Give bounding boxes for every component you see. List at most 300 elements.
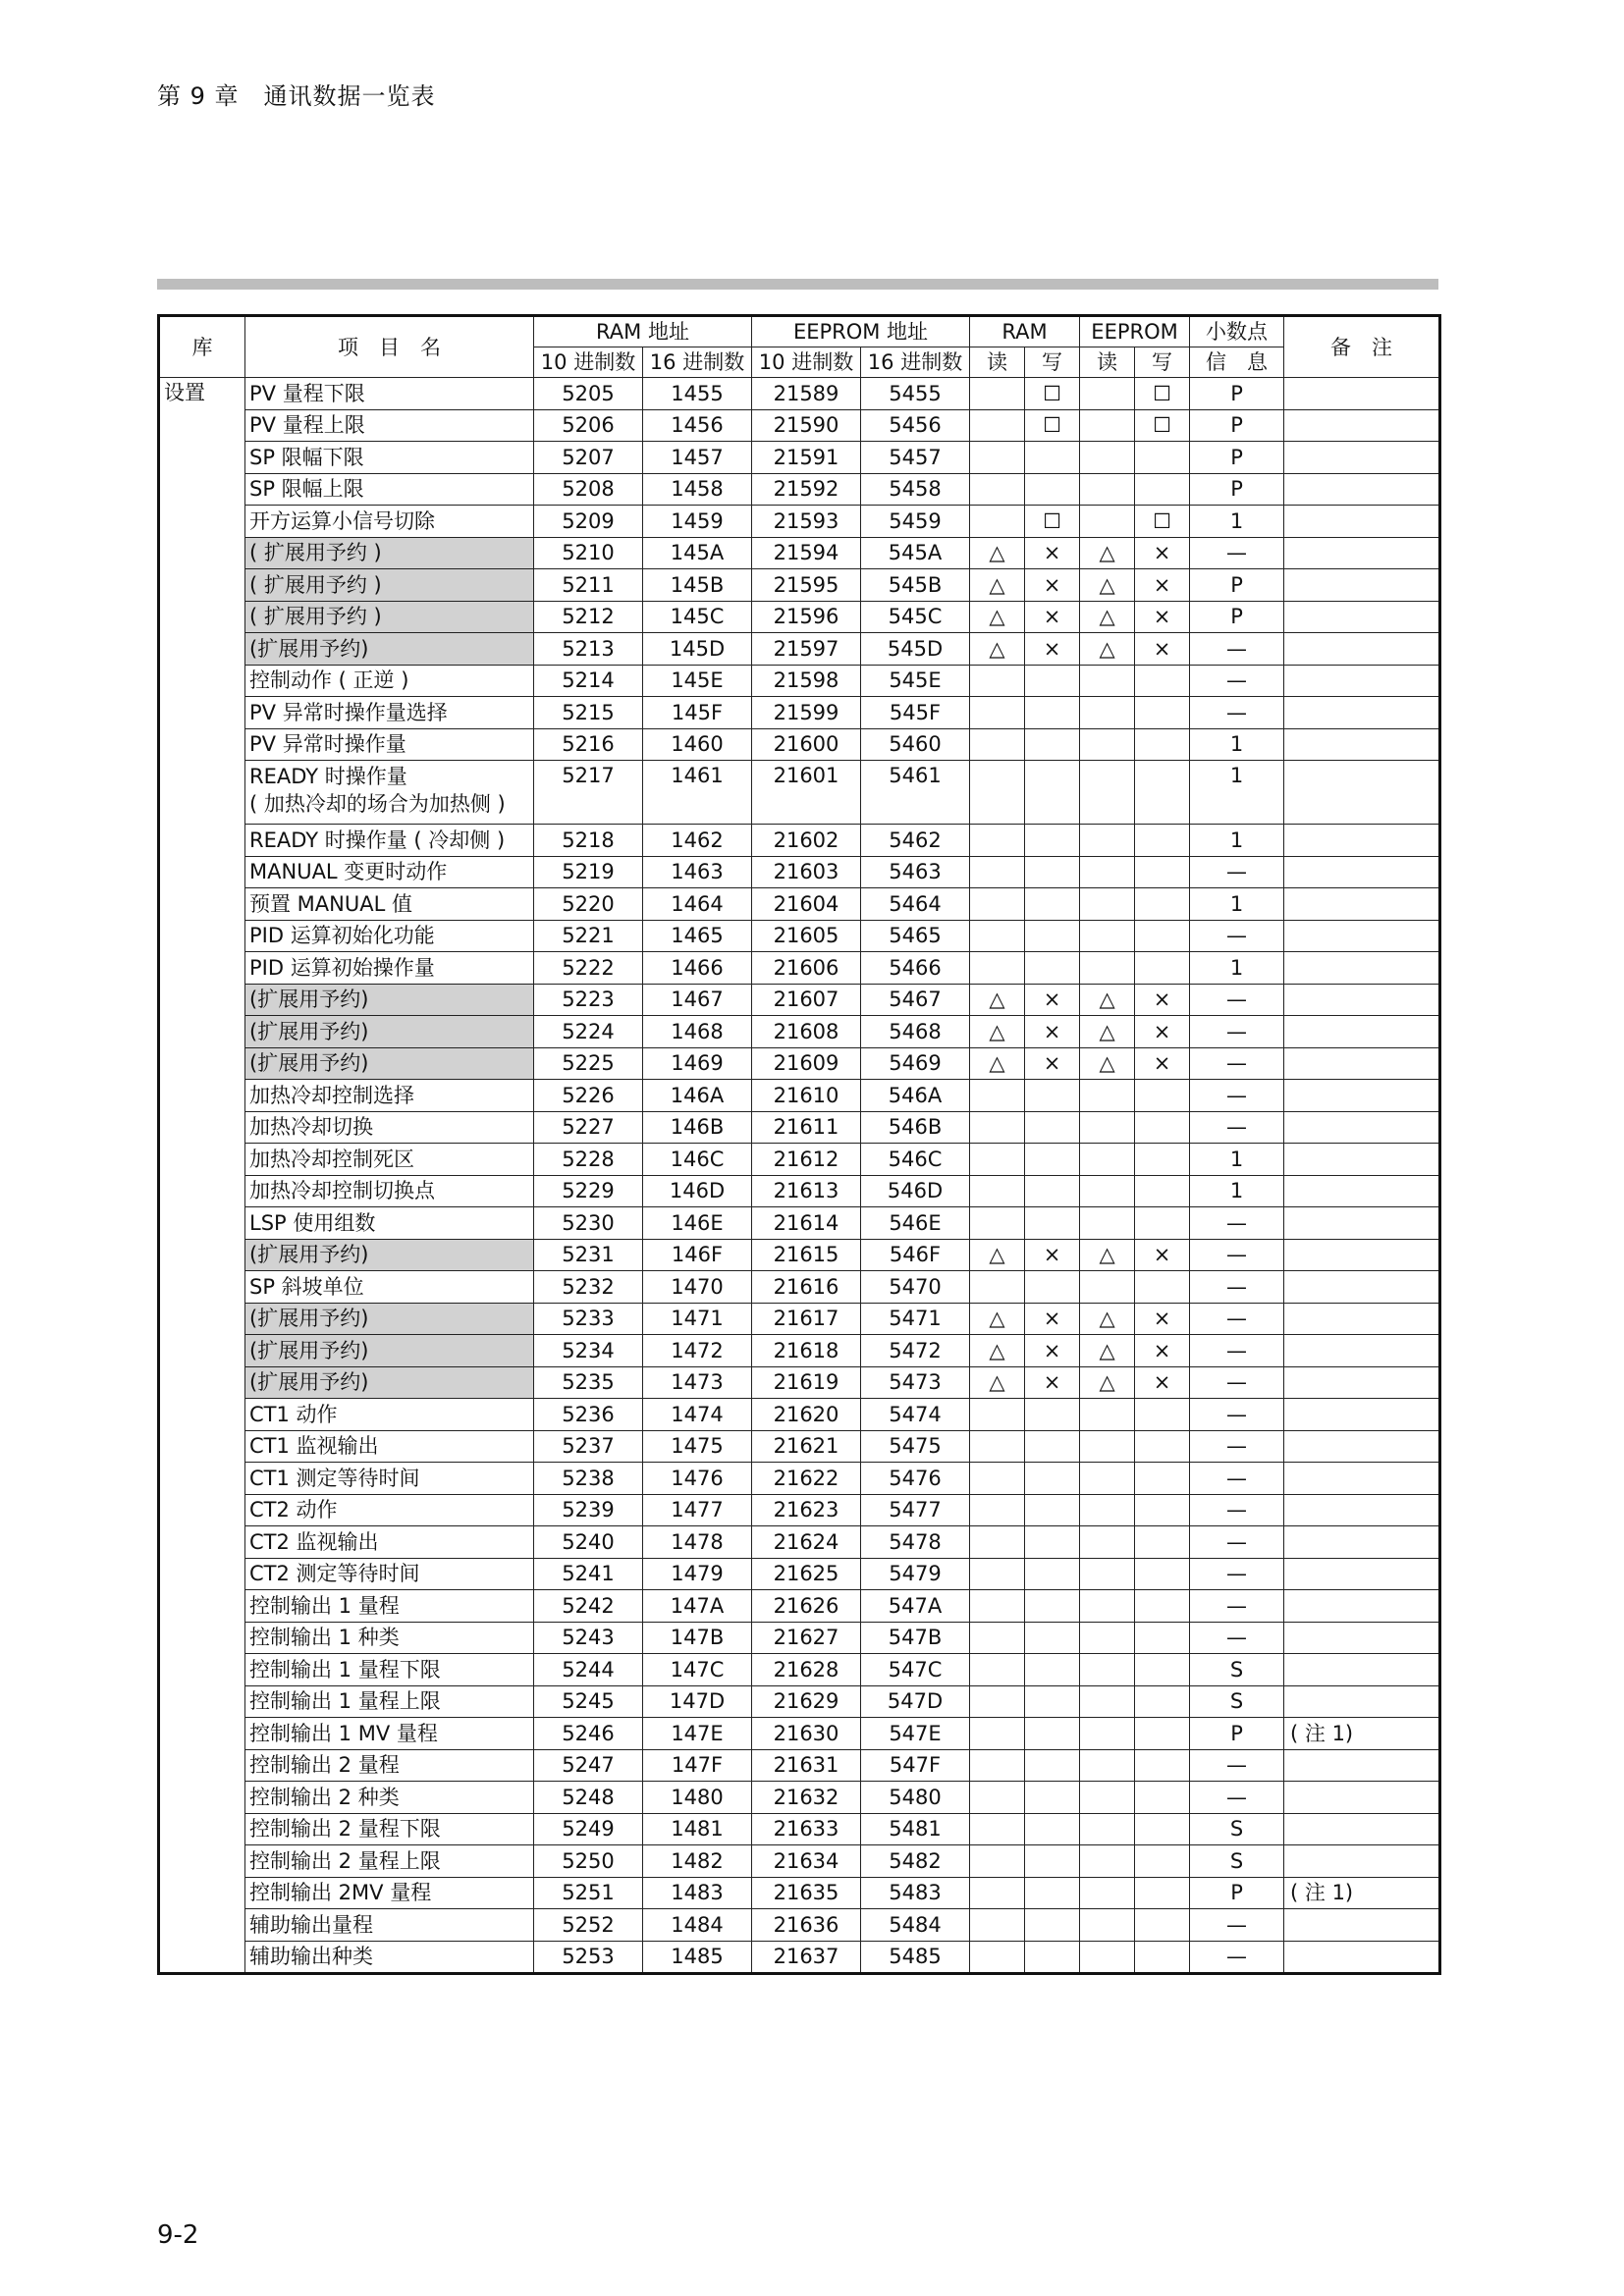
item-name-cell: 加热冷却控制选择: [245, 1080, 534, 1112]
ram-write-cell: [1025, 1526, 1080, 1559]
ram-read-cell: [970, 1558, 1025, 1590]
eep-write-cell: ×: [1135, 633, 1190, 666]
eep-write-cell: [1135, 1271, 1190, 1304]
ram-write-cell: ☐: [1025, 506, 1080, 538]
ram-write-cell: ×: [1025, 633, 1080, 666]
ram-write-cell: ×: [1025, 1303, 1080, 1335]
ram-dec-cell: 5214: [534, 665, 643, 697]
remarks-cell: [1284, 1303, 1440, 1335]
col-ram-hex-header: 16 进制数: [643, 347, 752, 378]
ram-write-cell: [1025, 1718, 1080, 1750]
ram-dec-cell: 5223: [534, 984, 643, 1016]
ram-write-cell: [1025, 1941, 1080, 1974]
item-name-cell: READY 时操作量 ( 冷却侧 ): [245, 825, 534, 857]
eep-dec-cell: 21614: [752, 1207, 861, 1240]
eep-write-cell: [1135, 1749, 1190, 1782]
ram-hex-cell: 145E: [643, 665, 752, 697]
eep-write-cell: ☐: [1135, 506, 1190, 538]
ram-dec-cell: 5221: [534, 920, 643, 952]
ram-read-cell: △: [970, 537, 1025, 569]
remarks-cell: [1284, 1782, 1440, 1814]
ram-write-cell: [1025, 697, 1080, 729]
ram-dec-cell: 5241: [534, 1558, 643, 1590]
eep-hex-cell: 5476: [861, 1463, 970, 1495]
eep-write-cell: [1135, 1111, 1190, 1144]
ram-dec-cell: 5243: [534, 1622, 643, 1654]
ram-hex-cell: 1482: [643, 1845, 752, 1878]
ram-hex-cell: 1458: [643, 473, 752, 506]
ram-write-cell: [1025, 856, 1080, 888]
eep-hex-cell: 545B: [861, 569, 970, 602]
eep-read-cell: [1080, 409, 1135, 442]
eep-read-cell: [1080, 1749, 1135, 1782]
ram-write-cell: [1025, 1144, 1080, 1176]
ram-read-cell: [970, 761, 1025, 825]
ram-read-cell: [970, 952, 1025, 985]
table-row: [159, 1239, 1440, 1271]
decimal-point-cell: —: [1190, 633, 1284, 666]
eep-read-cell: [1080, 1207, 1135, 1240]
eep-hex-cell: 5480: [861, 1782, 970, 1814]
eep-dec-cell: 21617: [752, 1303, 861, 1335]
ram-write-cell: ×: [1025, 601, 1080, 633]
table-row: [159, 1335, 1440, 1367]
item-name-cell: 预置 MANUAL 值: [245, 888, 534, 921]
item-name-cell: 控制动作 ( 正逆 ): [245, 665, 534, 697]
ram-write-cell: [1025, 825, 1080, 857]
eep-write-cell: [1135, 665, 1190, 697]
decimal-point-cell: —: [1190, 1622, 1284, 1654]
table-row: [159, 1303, 1440, 1335]
eep-dec-cell: 21604: [752, 888, 861, 921]
ram-dec-cell: 5240: [534, 1526, 643, 1559]
item-name-cell: CT1 测定等待时间: [245, 1463, 534, 1495]
header-row-1: [159, 316, 1440, 347]
eep-write-cell: [1135, 697, 1190, 729]
library-cell: 设置: [159, 378, 245, 1974]
table-body: [159, 378, 1440, 1974]
eep-read-cell: △: [1080, 1366, 1135, 1399]
ram-dec-cell: 5246: [534, 1718, 643, 1750]
remarks-cell: [1284, 1526, 1440, 1559]
ram-hex-cell: 145A: [643, 537, 752, 569]
table-row: [159, 1685, 1440, 1718]
ram-read-cell: [970, 1782, 1025, 1814]
table-row: [159, 697, 1440, 729]
eep-read-cell: [1080, 1877, 1135, 1909]
item-name-cell: SP 限幅下限: [245, 442, 534, 474]
eep-write-cell: [1135, 952, 1190, 985]
eep-write-cell: [1135, 1558, 1190, 1590]
ram-hex-cell: 146A: [643, 1080, 752, 1112]
eep-read-cell: [1080, 473, 1135, 506]
table-row: [159, 1047, 1440, 1080]
item-name-cell: CT2 动作: [245, 1494, 534, 1526]
data-table-container: [157, 314, 1438, 1975]
eep-write-cell: [1135, 1685, 1190, 1718]
eep-read-cell: △: [1080, 1047, 1135, 1080]
eep-read-cell: [1080, 506, 1135, 538]
ram-write-cell: [1025, 1463, 1080, 1495]
table-row: [159, 378, 1440, 410]
ram-read-cell: [970, 1909, 1025, 1942]
remarks-cell: [1284, 1463, 1440, 1495]
decimal-point-cell: —: [1190, 984, 1284, 1016]
eep-dec-cell: 21625: [752, 1558, 861, 1590]
col-remarks-header: 备 注: [1284, 316, 1440, 378]
decimal-point-cell: —: [1190, 1430, 1284, 1463]
remarks-cell: [1284, 1271, 1440, 1304]
eep-dec-cell: 21637: [752, 1941, 861, 1974]
table-row: [159, 1782, 1440, 1814]
eep-read-cell: [1080, 1080, 1135, 1112]
ram-read-cell: [970, 1111, 1025, 1144]
ram-dec-cell: 5227: [534, 1111, 643, 1144]
ram-dec-cell: 5209: [534, 506, 643, 538]
communication-data-table: [157, 314, 1441, 1975]
ram-read-cell: [970, 920, 1025, 952]
ram-hex-cell: 1478: [643, 1526, 752, 1559]
eep-write-cell: [1135, 761, 1190, 825]
ram-hex-cell: 146D: [643, 1175, 752, 1207]
ram-read-cell: [970, 1685, 1025, 1718]
item-name-cell: (扩展用予约): [245, 1047, 534, 1080]
eep-hex-cell: 5482: [861, 1845, 970, 1878]
table-row: [159, 1590, 1440, 1623]
decimal-point-cell: P: [1190, 1718, 1284, 1750]
eep-read-cell: [1080, 1175, 1135, 1207]
eep-write-cell: ×: [1135, 984, 1190, 1016]
ram-read-cell: [970, 1622, 1025, 1654]
eep-write-cell: [1135, 473, 1190, 506]
ram-hex-cell: 147B: [643, 1622, 752, 1654]
eep-write-cell: [1135, 728, 1190, 761]
item-name-cell: PID 运算初始化功能: [245, 920, 534, 952]
ram-hex-cell: 1465: [643, 920, 752, 952]
item-name-cell: PV 量程上限: [245, 409, 534, 442]
eep-dec-cell: 21608: [752, 1016, 861, 1048]
ram-write-cell: ☐: [1025, 409, 1080, 442]
decimal-point-cell: —: [1190, 697, 1284, 729]
ram-write-cell: [1025, 1207, 1080, 1240]
eep-hex-cell: 5457: [861, 442, 970, 474]
ram-hex-cell: 1469: [643, 1047, 752, 1080]
item-name-cell: ( 扩展用予约 ): [245, 537, 534, 569]
ram-write-cell: ×: [1025, 1047, 1080, 1080]
ram-dec-cell: 5212: [534, 601, 643, 633]
ram-read-cell: [970, 1749, 1025, 1782]
remarks-cell: [1284, 1622, 1440, 1654]
table-row: [159, 665, 1440, 697]
eep-dec-cell: 21633: [752, 1813, 861, 1845]
ram-dec-cell: 5232: [534, 1271, 643, 1304]
eep-dec-cell: 21599: [752, 697, 861, 729]
decimal-point-cell: P: [1190, 473, 1284, 506]
table-row: [159, 920, 1440, 952]
item-name-cell: (扩展用予约): [245, 1239, 534, 1271]
remarks-cell: [1284, 1207, 1440, 1240]
eep-dec-cell: 21600: [752, 728, 861, 761]
eep-hex-cell: 5485: [861, 1941, 970, 1974]
remarks-cell: [1284, 856, 1440, 888]
ram-dec-cell: 5233: [534, 1303, 643, 1335]
eep-write-cell: [1135, 1909, 1190, 1942]
eep-write-cell: [1135, 1941, 1190, 1974]
eep-read-cell: [1080, 856, 1135, 888]
eep-read-cell: [1080, 1399, 1135, 1431]
ram-write-cell: [1025, 1782, 1080, 1814]
ram-hex-cell: 145C: [643, 601, 752, 633]
ram-read-cell: [970, 1080, 1025, 1112]
ram-dec-cell: 5238: [534, 1463, 643, 1495]
remarks-cell: [1284, 378, 1440, 410]
ram-read-cell: △: [970, 984, 1025, 1016]
ram-dec-cell: 5235: [534, 1366, 643, 1399]
ram-dec-cell: 5242: [534, 1590, 643, 1623]
decimal-point-cell: P: [1190, 442, 1284, 474]
col-eep-read-header: 读: [1080, 347, 1135, 378]
eep-read-cell: [1080, 1526, 1135, 1559]
eep-read-cell: [1080, 952, 1135, 985]
eep-read-cell: [1080, 1845, 1135, 1878]
eep-dec-cell: 21623: [752, 1494, 861, 1526]
eep-write-cell: [1135, 888, 1190, 921]
remarks-cell: [1284, 1590, 1440, 1623]
ram-hex-cell: 1459: [643, 506, 752, 538]
eep-dec-cell: 21594: [752, 537, 861, 569]
decimal-point-cell: —: [1190, 1207, 1284, 1240]
table-row: [159, 825, 1440, 857]
eep-dec-cell: 21620: [752, 1399, 861, 1431]
decimal-point-cell: —: [1190, 1111, 1284, 1144]
eep-read-cell: [1080, 1941, 1135, 1974]
ram-hex-cell: 1471: [643, 1303, 752, 1335]
table-row: [159, 473, 1440, 506]
ram-read-cell: [970, 1590, 1025, 1623]
eep-dec-cell: 21632: [752, 1782, 861, 1814]
ram-read-cell: △: [970, 601, 1025, 633]
eep-hex-cell: 5483: [861, 1877, 970, 1909]
ram-write-cell: [1025, 442, 1080, 474]
eep-dec-cell: 21590: [752, 409, 861, 442]
eep-dec-cell: 21610: [752, 1080, 861, 1112]
ram-hex-cell: 1467: [643, 984, 752, 1016]
col-info-header: 信 息: [1190, 347, 1284, 378]
item-name-cell: LSP 使用组数: [245, 1207, 534, 1240]
eep-dec-cell: 21613: [752, 1175, 861, 1207]
eep-write-cell: ×: [1135, 601, 1190, 633]
eep-dec-cell: 21595: [752, 569, 861, 602]
eep-dec-cell: 21627: [752, 1622, 861, 1654]
eep-write-cell: [1135, 1430, 1190, 1463]
remarks-cell: [1284, 473, 1440, 506]
decimal-point-cell: 1: [1190, 888, 1284, 921]
eep-dec-cell: 21622: [752, 1463, 861, 1495]
ram-read-cell: △: [970, 1303, 1025, 1335]
decimal-point-cell: 1: [1190, 1144, 1284, 1176]
ram-write-cell: ☐: [1025, 378, 1080, 410]
eep-hex-cell: 5473: [861, 1366, 970, 1399]
eep-write-cell: [1135, 1845, 1190, 1878]
eep-dec-cell: 21616: [752, 1271, 861, 1304]
ram-dec-cell: 5218: [534, 825, 643, 857]
table-row: [159, 984, 1440, 1016]
eep-hex-cell: 545E: [861, 665, 970, 697]
eep-hex-cell: 5474: [861, 1399, 970, 1431]
eep-dec-cell: 21618: [752, 1335, 861, 1367]
remarks-cell: [1284, 1494, 1440, 1526]
item-name-cell: 加热冷却控制切换点: [245, 1175, 534, 1207]
ram-write-cell: [1025, 665, 1080, 697]
col-ram-read-header: 读: [970, 347, 1025, 378]
item-name-cell: 控制输出 1 MV 量程: [245, 1718, 534, 1750]
eep-hex-cell: 546D: [861, 1175, 970, 1207]
table-row: [159, 1622, 1440, 1654]
eep-write-cell: ×: [1135, 1366, 1190, 1399]
eep-write-cell: ☐: [1135, 378, 1190, 410]
eep-hex-cell: 546A: [861, 1080, 970, 1112]
eep-write-cell: [1135, 1494, 1190, 1526]
eep-read-cell: △: [1080, 569, 1135, 602]
decimal-point-cell: —: [1190, 1399, 1284, 1431]
ram-dec-cell: 5206: [534, 409, 643, 442]
eep-hex-cell: 5466: [861, 952, 970, 985]
table-row: [159, 1558, 1440, 1590]
eep-hex-cell: 5484: [861, 1909, 970, 1942]
eep-hex-cell: 546B: [861, 1111, 970, 1144]
eep-read-cell: [1080, 1144, 1135, 1176]
eep-read-cell: [1080, 442, 1135, 474]
eep-hex-cell: 547F: [861, 1749, 970, 1782]
remarks-cell: [1284, 1366, 1440, 1399]
ram-read-cell: [970, 1877, 1025, 1909]
table-row: [159, 442, 1440, 474]
ram-write-cell: [1025, 1877, 1080, 1909]
eep-dec-cell: 21596: [752, 601, 861, 633]
ram-write-cell: [1025, 1654, 1080, 1686]
ram-write-cell: [1025, 1080, 1080, 1112]
decimal-point-cell: P: [1190, 409, 1284, 442]
ram-read-cell: [970, 1463, 1025, 1495]
remarks-cell: [1284, 1175, 1440, 1207]
eep-read-cell: [1080, 1271, 1135, 1304]
ram-hex-cell: 1456: [643, 409, 752, 442]
item-name-cell: PV 异常时操作量: [245, 728, 534, 761]
decimal-point-cell: —: [1190, 537, 1284, 569]
ram-dec-cell: 5234: [534, 1335, 643, 1367]
eep-dec-cell: 21626: [752, 1590, 861, 1623]
ram-dec-cell: 5225: [534, 1047, 643, 1080]
ram-write-cell: [1025, 1558, 1080, 1590]
ram-write-cell: [1025, 1430, 1080, 1463]
ram-dec-cell: 5251: [534, 1877, 643, 1909]
ram-dec-cell: 5207: [534, 442, 643, 474]
decimal-point-cell: —: [1190, 1080, 1284, 1112]
ram-dec-cell: 5247: [534, 1749, 643, 1782]
eep-write-cell: ×: [1135, 1303, 1190, 1335]
remarks-cell: [1284, 1144, 1440, 1176]
ram-write-cell: ×: [1025, 1335, 1080, 1367]
ram-hex-cell: 1468: [643, 1016, 752, 1048]
ram-dec-cell: 5229: [534, 1175, 643, 1207]
ram-hex-cell: 145F: [643, 697, 752, 729]
eep-write-cell: ×: [1135, 569, 1190, 602]
eep-read-cell: △: [1080, 1239, 1135, 1271]
decimal-point-cell: P: [1190, 378, 1284, 410]
eep-hex-cell: 545F: [861, 697, 970, 729]
eep-hex-cell: 547B: [861, 1622, 970, 1654]
remarks-cell: [1284, 1558, 1440, 1590]
table-row: [159, 1749, 1440, 1782]
ram-write-cell: [1025, 1590, 1080, 1623]
col-eeprom-access-header: EEPROM: [1080, 316, 1190, 347]
col-eeprom-address-header: EEPROM 地址: [752, 316, 970, 347]
eep-read-cell: [1080, 1782, 1135, 1814]
table-row: [159, 1111, 1440, 1144]
eep-read-cell: [1080, 920, 1135, 952]
table-row: [159, 633, 1440, 666]
eep-hex-cell: 5478: [861, 1526, 970, 1559]
ram-dec-cell: 5248: [534, 1782, 643, 1814]
eep-dec-cell: 21601: [752, 761, 861, 825]
eep-dec-cell: 21621: [752, 1430, 861, 1463]
eep-dec-cell: 21591: [752, 442, 861, 474]
eep-dec-cell: 21603: [752, 856, 861, 888]
ram-dec-cell: 5219: [534, 856, 643, 888]
ram-dec-cell: 5224: [534, 1016, 643, 1048]
table-row: [159, 1144, 1440, 1176]
table-row: [159, 1399, 1440, 1431]
header-rule: [157, 279, 1438, 290]
ram-dec-cell: 5250: [534, 1845, 643, 1878]
page-number: 9-2: [157, 2220, 199, 2250]
col-ram-write-header: 写: [1025, 347, 1080, 378]
ram-read-cell: [970, 697, 1025, 729]
eep-dec-cell: 21605: [752, 920, 861, 952]
eep-write-cell: [1135, 1877, 1190, 1909]
decimal-point-cell: —: [1190, 1271, 1284, 1304]
table-row: [159, 409, 1440, 442]
item-name-cell: 辅助输出量程: [245, 1909, 534, 1942]
col-ram-access-header: RAM: [970, 316, 1080, 347]
col-ram-dec-header: 10 进制数: [534, 347, 643, 378]
table-row: [159, 601, 1440, 633]
eep-write-cell: [1135, 1782, 1190, 1814]
ram-read-cell: [970, 665, 1025, 697]
table-row: [159, 856, 1440, 888]
item-name-cell: (扩展用予约): [245, 1303, 534, 1335]
decimal-point-cell: S: [1190, 1685, 1284, 1718]
ram-dec-cell: 5249: [534, 1813, 643, 1845]
table-row: [159, 537, 1440, 569]
table-row: [159, 1845, 1440, 1878]
col-eep-write-header: 写: [1135, 347, 1190, 378]
eep-hex-cell: 5464: [861, 888, 970, 921]
ram-write-cell: ×: [1025, 1366, 1080, 1399]
table-row: [159, 1526, 1440, 1559]
ram-read-cell: [970, 1430, 1025, 1463]
eep-read-cell: [1080, 1685, 1135, 1718]
ram-hex-cell: 1484: [643, 1909, 752, 1942]
ram-read-cell: △: [970, 1335, 1025, 1367]
ram-hex-cell: 147F: [643, 1749, 752, 1782]
eep-dec-cell: 21589: [752, 378, 861, 410]
item-name-cell: 加热冷却控制死区: [245, 1144, 534, 1176]
ram-hex-cell: 146E: [643, 1207, 752, 1240]
remarks-cell: [1284, 761, 1440, 825]
item-name-cell: SP 斜坡单位: [245, 1271, 534, 1304]
decimal-point-cell: —: [1190, 1590, 1284, 1623]
